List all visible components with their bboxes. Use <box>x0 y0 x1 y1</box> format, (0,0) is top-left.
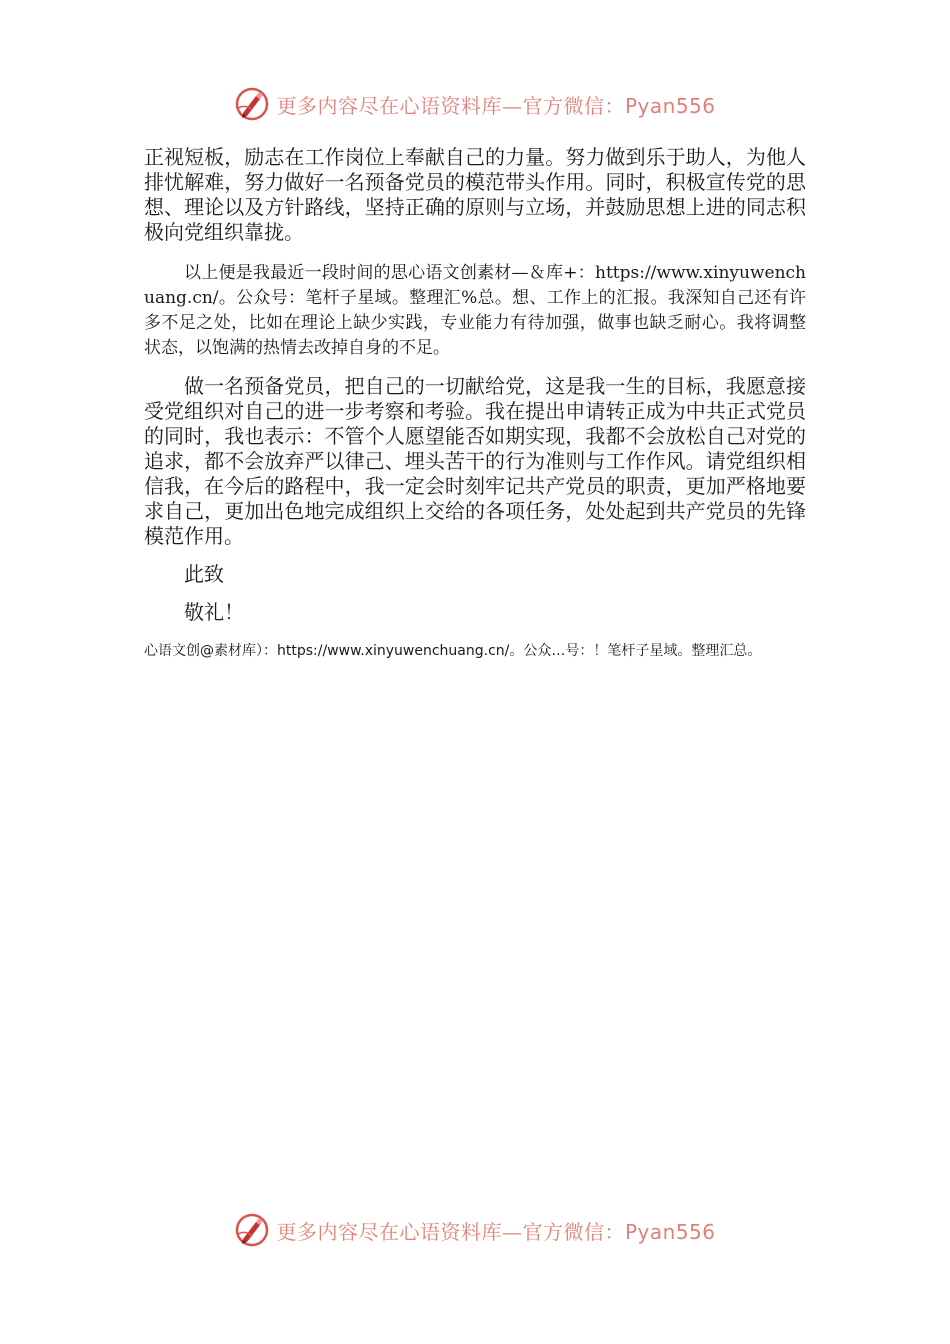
closing-salutation: 此致 <box>184 562 224 586</box>
pen-logo-icon <box>234 1212 270 1248</box>
footer-banner <box>0 1210 950 1250</box>
source-footnote: 心语文创@素材库）：https://www.xinyuwenchuang.cn/。公众…号：！笔杆子星域。整理汇总。 <box>144 643 762 659</box>
pen-logo-icon <box>234 86 270 122</box>
header-banner-text: 更多内容尽在心语资料库—官方微信：Pyan556 <box>276 93 716 118</box>
document-body <box>144 145 806 664</box>
closing-regards: 敬礼！ <box>184 600 244 624</box>
paragraph-2: 以上便是我最近一段时间的思心语文创素材—＆库+：https://www.xinyuwenchuang.cn/。公众号：笔杆子星域。整理汇%总。想、工作上的汇报。我深知自己还有许多不足之处，比如在理论上缺少实践，专业能力有待加强，做事也缺乏耐心。我将调整状态，以饱满的热情去改掉自身的不足。 <box>144 263 806 358</box>
footer-banner-text: 更多内容尽在心语资料库—官方微信：Pyan556 <box>276 1219 716 1244</box>
paragraph-3: 做一名预备党员，把自己的一切献给党，这是我一生的目标，我愿意接受党组织对自己的进一步考察和考验。我在提出申请转正成为中共正式党员的同时，我也表示：不管个人愿望能否如期实现，我都不会放松自己对党的追求，都不会放弃严以律己、埋头苦干的行为准则与工作作风。请党组织相信我，在今后的路程中，我一定会时刻牢记共产党员的职责，更加严格地要求自己，更加出色地完成组织上交给的各项任务，处处起到共产党员的先锋模范作用。 <box>144 374 806 548</box>
header-banner <box>0 84 950 124</box>
paragraph-1: 正视短板，励志在工作岗位上奉献自己的力量。努力做到乐于助人，为他人排忧解难，努力做好一名预备党员的模范带头作用。同时，积极宣传党的思想、理论以及方针路线，坚持正确的原则与立场，并鼓励思想上进的同志积极向党组织靠拢。 <box>144 145 806 244</box>
